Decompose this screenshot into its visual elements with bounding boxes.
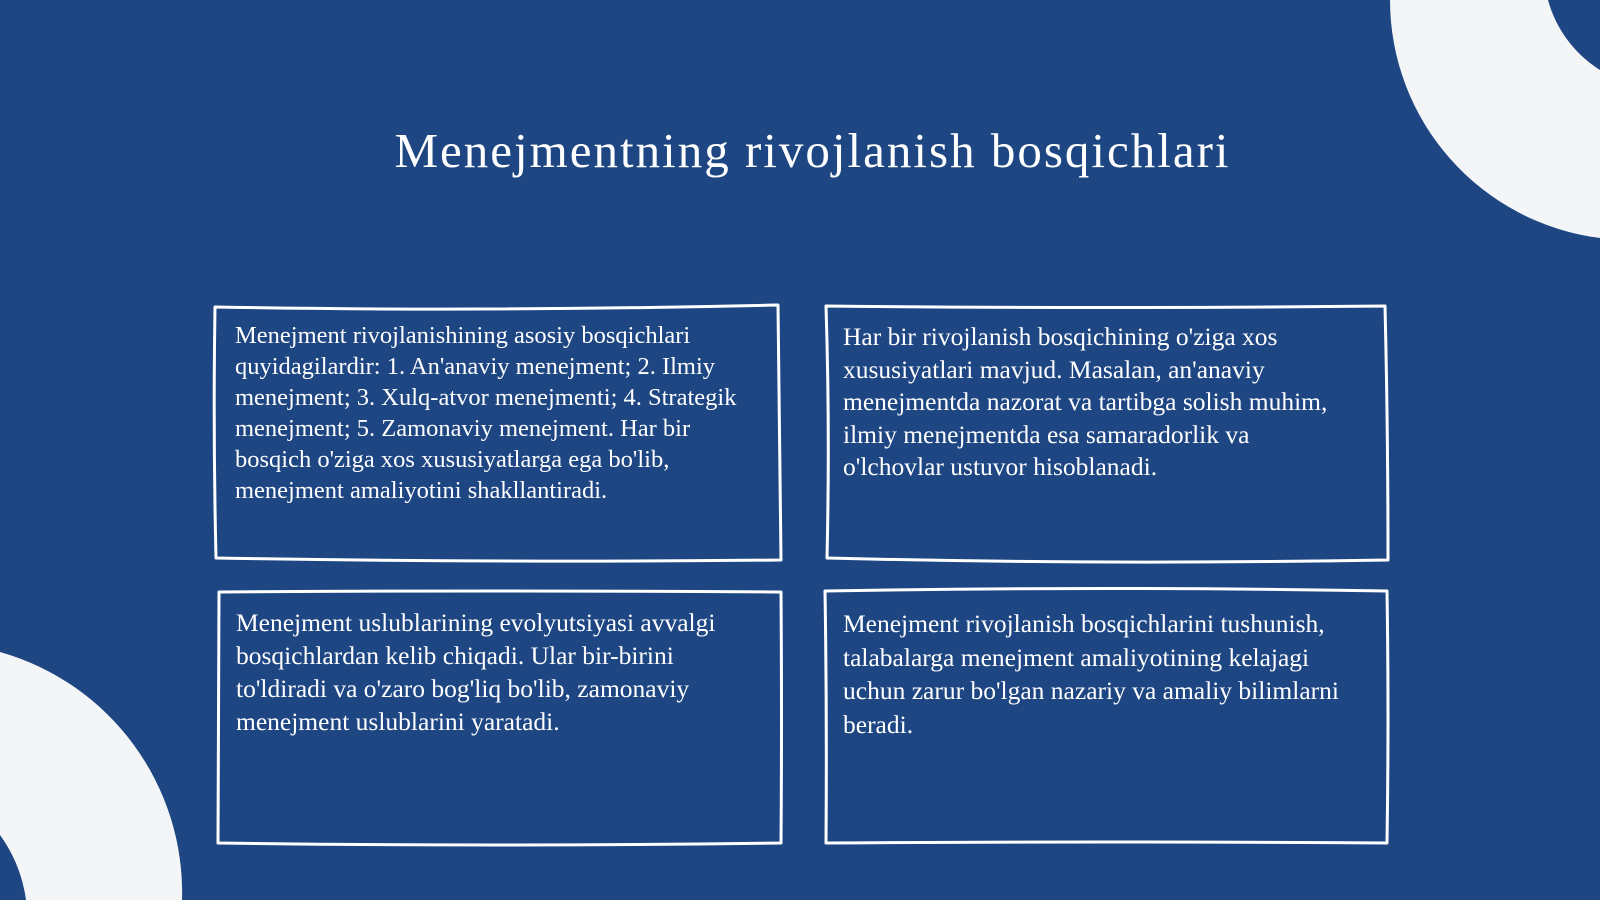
card-3-text: Menejment uslublarining evolyutsiyasi avvalgi bosqichlardan kelib chiqadi. Ular bir-birini to'ldiradi va o'zaro bog'liq bo'lib, zamonaviy menejment uslublarini yaratadi. — [236, 608, 716, 736]
slide-title: Menejmentning rivojlanish bosqichlari — [394, 123, 1231, 178]
card-1-text: Menejment rivojlanishining asosiy bosqichlari quyidagilardir: 1. An'anaviy menejment; 2. Ilmiy menejment; 3. Xulq-atvor menejmenti; 4. Strategik menejment; 5. Zamonaviy menejment. Har bir bosqich o'ziga xos xususiyatlarga ega bo'lib, menejment amaliyotini shakllantiradi. — [235, 322, 737, 504]
card-4-text: Menejment rivojlanish bosqichlarini tushunish, talabalarga menejment amaliyotining kelajagi uchun zarur bo'lgan nazariy va amaliy bilimlarni beradi. — [843, 609, 1339, 739]
card-2-text: Har bir rivojlanish bosqichining o'ziga xos xususiyatlari mavjud. Masalan, an'anaviy menejmentda nazorat va tartibga solish muhim, ilmiy menejmentda esa samaradorlik va o'lchovlar ustuvor hisoblanadi. — [843, 322, 1328, 481]
